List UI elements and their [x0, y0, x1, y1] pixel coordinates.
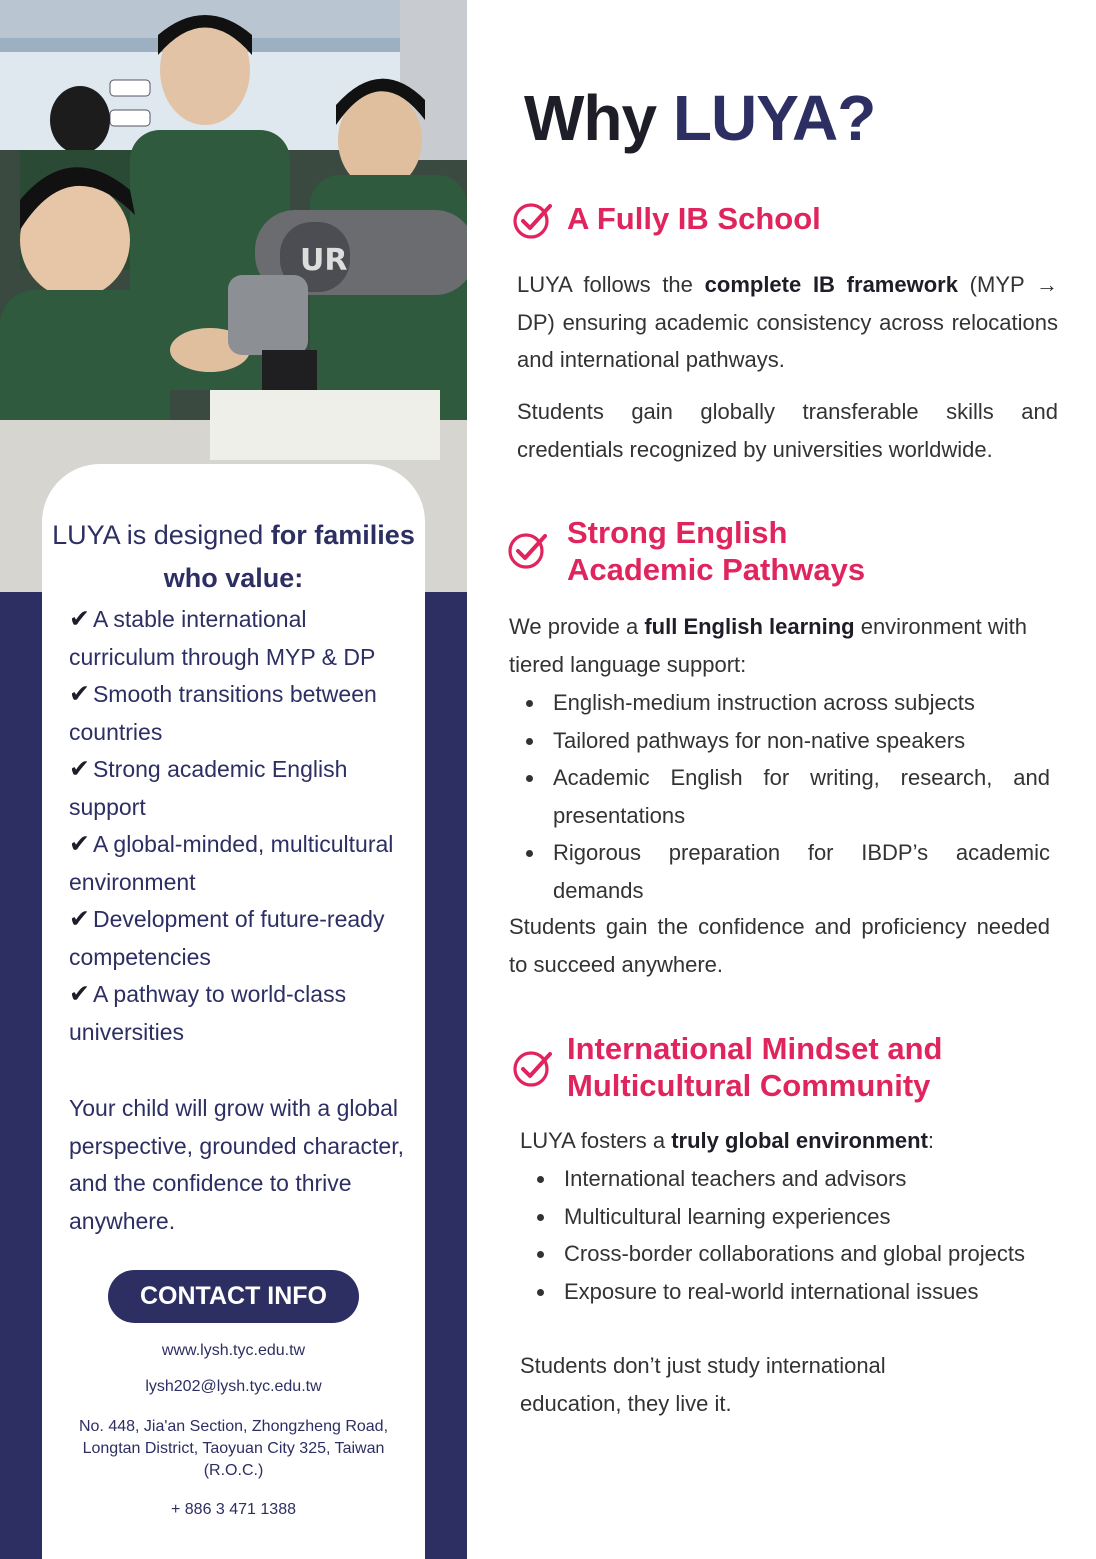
email-link[interactable]: lysh202@lysh.tyc.edu.tw	[145, 1378, 322, 1395]
contact-info-button[interactable]: CONTACT INFO	[108, 1270, 359, 1323]
global-intro-bold: truly global environment	[671, 1128, 928, 1153]
check-circle-icon	[507, 530, 549, 570]
list-item: Cross-border collaborations and global projects	[520, 1235, 1040, 1273]
global-experience-list	[520, 1160, 1040, 1310]
card-intro-prefix: LUYA is designed	[52, 520, 271, 550]
card-intro-bold: for families who value:	[163, 520, 415, 593]
check-circle-icon	[512, 200, 554, 240]
list-item: Rigorous preparation for IBDP’s academic demands	[509, 834, 1050, 909]
section-title-english: Strong English Academic Pathways	[567, 515, 866, 587]
checkmark-icon: ✔	[69, 755, 90, 783]
title-prefix: Why	[524, 82, 657, 154]
value-item: ✔ A stable international curriculum through MYP & DP	[69, 605, 376, 670]
english-support-list	[509, 684, 1050, 909]
ib-credentials-text: Students gain globally transferable skills and credentials recognized by universities worldwide.	[517, 399, 1058, 462]
check-circle-icon	[512, 1048, 554, 1088]
list-item: Tailored pathways for non-native speakers	[509, 722, 1050, 760]
card-intro	[42, 514, 425, 600]
english-outro-text: Students gain the confidence and proficiency needed to succeed anywhere.	[509, 914, 1050, 977]
list-item: Academic English for writing, research, and presentations	[509, 759, 1050, 834]
global-outro-text: Students don’t just study international education, they live it.	[520, 1353, 886, 1416]
checkmark-icon: ✔	[69, 605, 90, 633]
global-intro-text: LUYA fosters a truly global environment:	[520, 1128, 935, 1153]
page-title	[524, 78, 875, 158]
section-title-ib: A Fully IB School	[567, 201, 821, 236]
phone-text: + 886 3 471 1388	[170, 1501, 296, 1518]
checkmark-icon: ✔	[69, 830, 90, 858]
checkmark-icon: ✔	[69, 905, 90, 933]
section-title-international: International Mindset and Multicultural Community	[567, 1031, 943, 1103]
list-item: International teachers and advisors	[520, 1160, 1040, 1198]
english-intro-bold: full English learning	[644, 614, 855, 639]
family-values-card	[42, 464, 425, 1559]
value-item: ✔ A global-minded, multicultural environment	[69, 830, 394, 895]
value-item: ✔ Strong academic English support	[69, 755, 348, 820]
value-item: ✔ Development of future-ready competencies	[69, 905, 385, 970]
value-item: ✔ Smooth transitions between countries	[69, 680, 377, 745]
svg-text:UR: UR	[300, 243, 348, 278]
checkmark-icon: ✔	[69, 980, 90, 1008]
family-values-list	[69, 601, 414, 1051]
checkmark-icon: ✔	[69, 680, 90, 708]
child-outcome-text: Your child will grow with a global perspective, grounded character, and the confidence to thrive anywhere.	[69, 1095, 404, 1234]
value-item: ✔ A pathway to world-class universities	[69, 980, 347, 1045]
english-intro-text: We provide a full English learning environment with tiered language support:	[509, 614, 1028, 677]
ib-framework-bold: complete IB framework	[704, 272, 958, 297]
address-text: No. 448, Jia'an Section, Zhongzheng Road, Longtan District, Taoyuan City 325, Taiwan (R.O.C.)	[78, 1418, 389, 1479]
title-accent: LUYA?	[672, 82, 876, 154]
list-item: Exposure to real-world international issues	[520, 1273, 1040, 1311]
website-link[interactable]: www.lysh.tyc.edu.tw	[161, 1342, 306, 1359]
list-item: Multicultural learning experiences	[520, 1198, 1040, 1236]
ib-framework-text: LUYA follows the complete IB framework (MYP → DP) ensuring academic consistency across relocations and international pathways.	[517, 272, 1059, 372]
list-item: English-medium instruction across subjects	[509, 684, 1050, 722]
